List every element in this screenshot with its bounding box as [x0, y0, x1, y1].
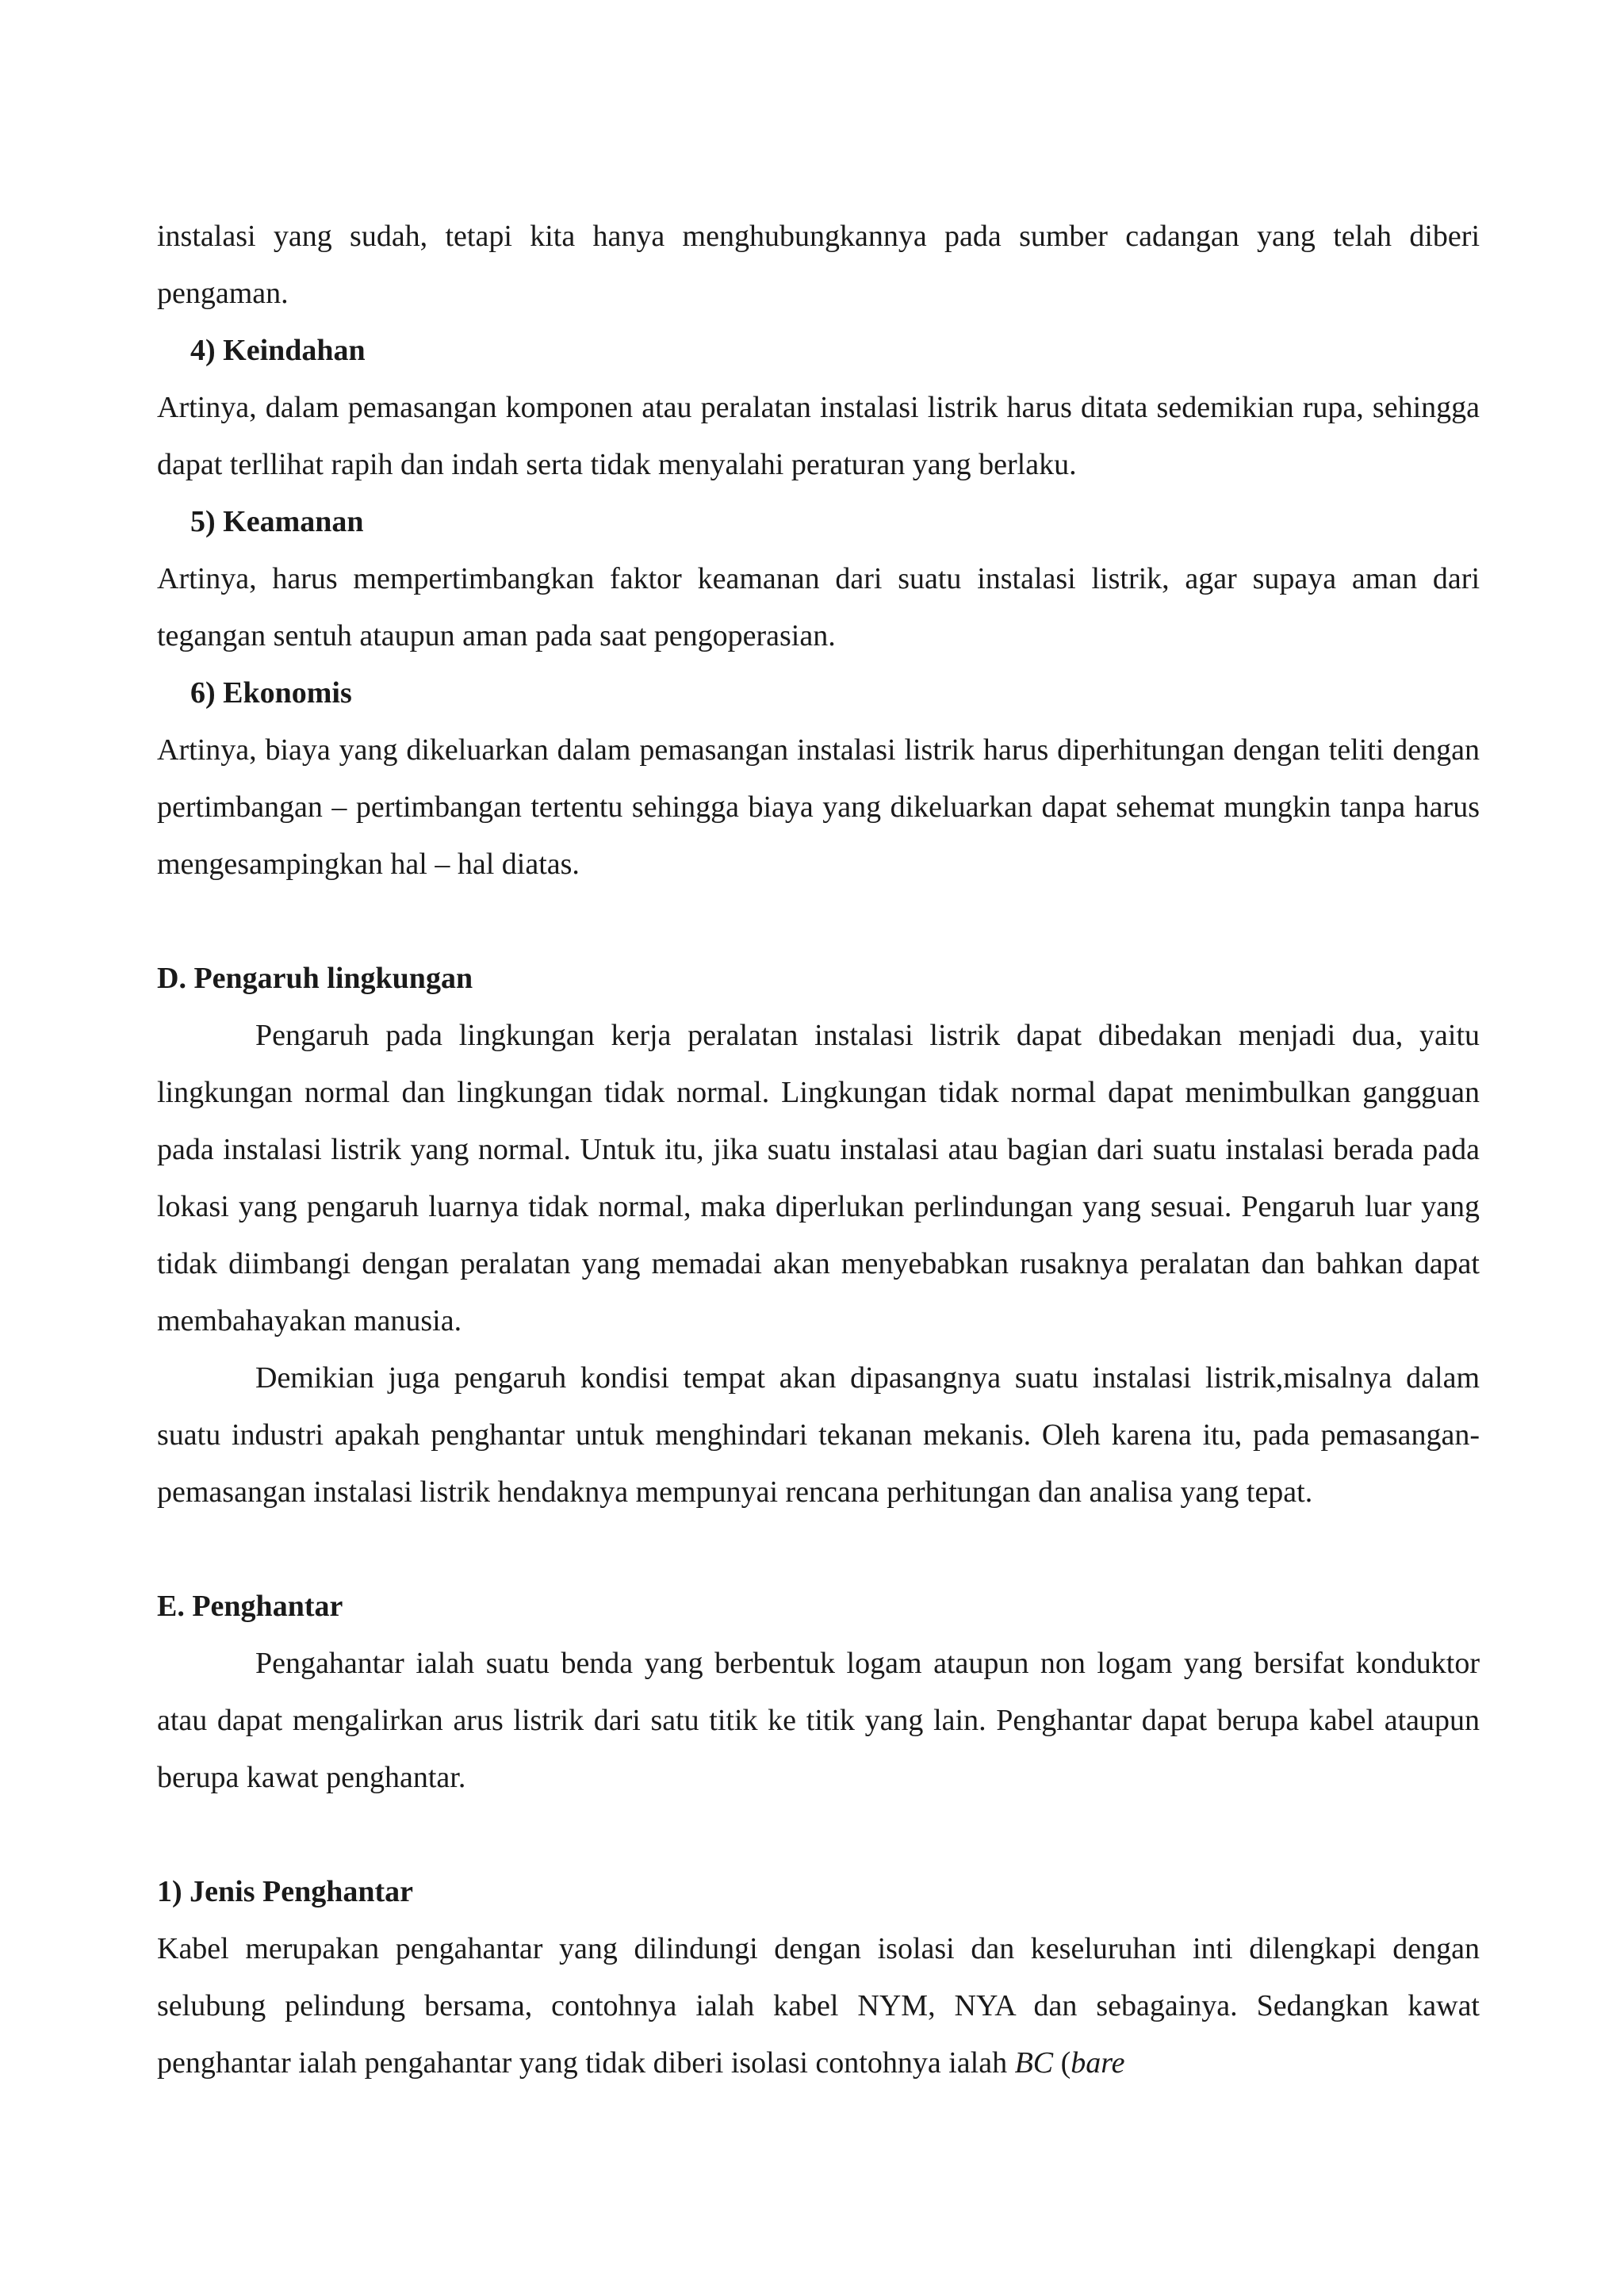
- text-middle: (: [1053, 2046, 1071, 2080]
- heading-jenis-penghantar: 1) Jenis Penghantar: [157, 1875, 413, 1908]
- heading-keamanan: 5) Keamanan: [190, 505, 364, 538]
- intro-continuation: instalasi yang sudah, tetapi kita hanya menghubungkannya pada sumber cadangan yang telah diberi pengaman.: [157, 220, 1480, 310]
- heading-pengaruh-lingkungan: D. Pengaruh lingkungan: [157, 962, 473, 995]
- term-bc: BC: [1014, 2046, 1054, 2080]
- spacer: [157, 893, 1480, 950]
- document-page: [157, 208, 1480, 2091]
- paragraph-penghantar: Pengahantar ialah suatu benda yang berbentuk logam ataupun non logam yang bersifat konduktor atau dapat mengalirkan arus listrik dari satu titik ke titik yang lain. Penghantar dapat berupa kabel ataupun berupa kawat penghantar.: [157, 1647, 1480, 1794]
- text-keamanan: Artinya, harus mempertimbangkan faktor keamanan dari suatu instalasi listrik, agar supaya aman dari tegangan sentuh ataupun aman pada saat pengoperasian.: [157, 562, 1480, 652]
- spacer: [157, 1806, 1480, 1863]
- spacer: [157, 1521, 1480, 1578]
- paragraph-pengaruh-2: Demikian juga pengaruh kondisi tempat akan dipasangnya suatu instalasi listrik,misalnya dalam suatu industri apakah penghantar untuk menghindari tekanan mekanis. Oleh karena itu, pada pemasangan- pemasangan instalasi listrik hendaknya mempunyai rencana perhitungan dan analisa yang tepat.: [157, 1361, 1480, 1509]
- heading-keindahan: 4) Keindahan: [190, 334, 366, 367]
- text-ekonomis: Artinya, biaya yang dikeluarkan dalam pemasangan instalasi listrik harus diperhitungan dengan teliti dengan pertimbangan – pertimbangan tertentu sehingga biaya yang dikeluarkan dapat sehemat mungkin tanpa harus mengesampingkan hal – hal diatas.: [157, 733, 1480, 881]
- paragraph-jenis-penghantar: [157, 1920, 1480, 2091]
- heading-penghantar: E. Penghantar: [157, 1590, 343, 1623]
- text-before-term: Kabel merupakan pengahantar yang dilindungi dengan isolasi dan keseluruhan inti dilengkapi dengan selubung pelindung bersama, contohnya ialah kabel NYM, NYA dan sebagainya. Sedangkan kawat penghantar ialah pengahantar yang tidak diberi isolasi contohnya ialah: [157, 1932, 1480, 2080]
- paragraph-pengaruh-1: Pengaruh pada lingkungan kerja peralatan instalasi listrik dapat dibedakan menjadi dua, yaitu lingkungan normal dan lingkungan tidak normal. Lingkungan tidak normal dapat menimbulkan gangguan pada instalasi listrik yang normal. Untuk itu, jika suatu instalasi atau bagian dari suatu instalasi berada pada lokasi yang pengaruh luarnya tidak normal, maka diperlukan perlindungan yang sesuai. Pengaruh luar yang tidak diimbangi dengan peralatan yang memadai akan menyebabkan rusaknya peralatan dan bahkan dapat membahayakan manusia.: [157, 1019, 1480, 1337]
- term-bare: bare: [1071, 2046, 1125, 2080]
- heading-ekonomis: 6) Ekonomis: [190, 676, 352, 710]
- text-keindahan: Artinya, dalam pemasangan komponen atau peralatan instalasi listrik harus ditata sedemikian rupa, sehingga dapat terllihat rapih dan indah serta tidak menyalahi peraturan yang berlaku.: [157, 391, 1480, 481]
